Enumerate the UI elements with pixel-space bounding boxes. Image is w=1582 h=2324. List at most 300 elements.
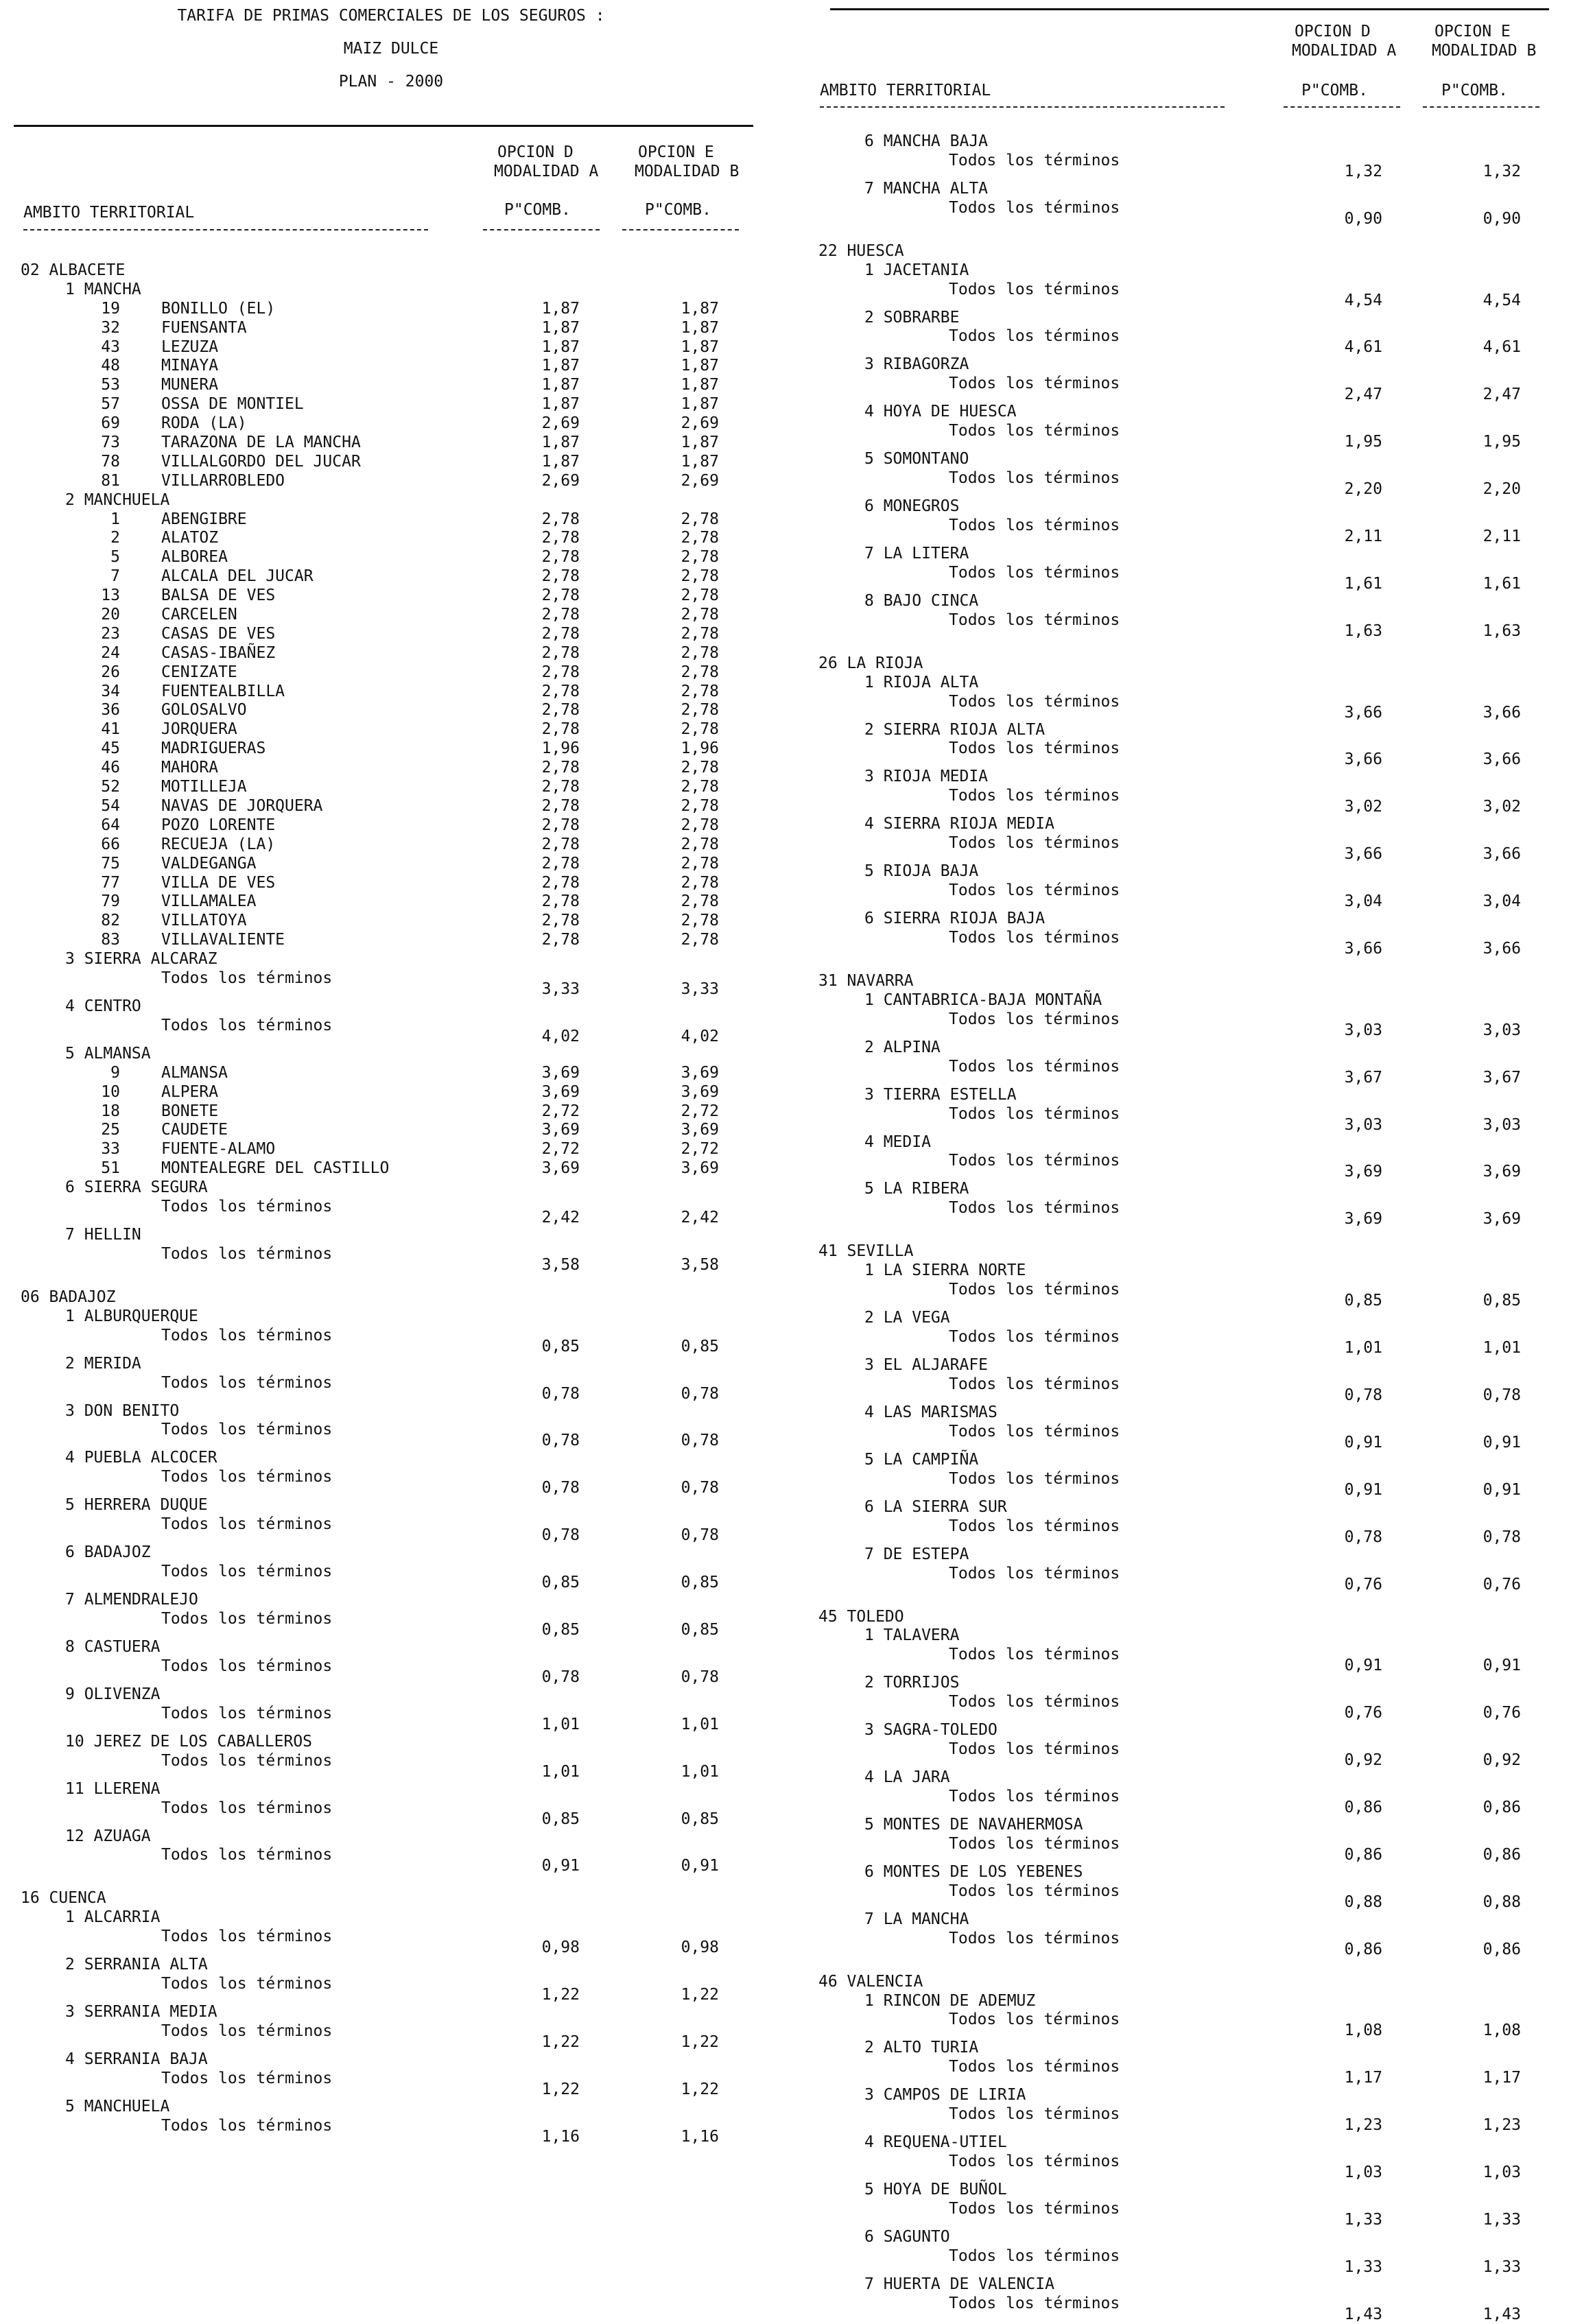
comarca-row [14,997,768,1016]
todos-label: Todos los términos [949,1693,1120,1711]
premium-opcion-d: 1,61 [1344,574,1382,593]
municipality-name: CASAS-IBAÑEZ [161,643,276,662]
premium-opcion-e: 2,78 [681,663,719,681]
municipality-row [14,299,768,318]
section-gap [806,956,1561,971]
todos-label: Todos los términos [161,1373,333,1392]
municipality-name: MONTEALEGRE DEL CASTILLO [161,1159,390,1178]
premium-opcion-d: 2,78 [541,510,580,528]
header-rule-right [830,8,1549,10]
comarca-row [806,909,1561,928]
todos-row [806,151,1561,179]
todos-row [806,2152,1561,2180]
premium-opcion-e: 2,78 [681,586,719,605]
todos-label: Todos los términos [949,1517,1120,1535]
comarca-row [806,591,1561,610]
premium-opcion-e: 2,78 [681,796,719,815]
premium-opcion-d: 0,86 [1344,1798,1382,1816]
premium-opcion-e: 0,78 [681,1526,719,1545]
document-title [14,5,768,92]
todos-label: Todos los términos [949,422,1120,440]
premium-opcion-e: 1,87 [681,299,719,318]
todos-label: Todos los términos [161,1197,333,1216]
municipality-code: 1 [110,510,120,528]
todos-label: Todos los términos [161,1799,333,1817]
todos-row [806,1517,1561,1545]
premium-opcion-d: 3,69 [541,1082,580,1101]
premium-opcion-d: 2,78 [541,759,580,777]
premium-opcion-d: 1,01 [1344,1339,1382,1357]
premium-opcion-e: 1,23 [1483,2116,1521,2135]
todos-row [14,1562,768,1590]
premium-opcion-d: 1,16 [541,2127,580,2146]
todos-row [806,1010,1561,1038]
todos-label: Todos los términos [949,1882,1120,1900]
comarca-label: 1 MANCHA [65,280,141,298]
municipality-code: 34 [101,682,120,700]
dash-d [483,229,600,230]
premium-opcion-e: 1,16 [681,2127,719,2146]
comarca-label: 2 ALPINA [864,1038,941,1056]
comarca-label: 5 MONTES DE NAVAHERMOSA [864,1815,1083,1834]
todos-label: Todos los términos [949,2294,1120,2312]
premium-opcion-e: 2,78 [681,931,719,949]
col-modalidad-b-right: MODALIDAD B [1432,42,1537,60]
comarca-label: 6 MONTES DE LOS YEBENES [864,1862,1083,1881]
municipality-name: ABENGIBRE [161,510,247,528]
municipality-code: 73 [101,434,120,452]
municipality-name: BALSA DE VES [161,586,276,605]
todos-row [806,374,1561,402]
comarca-row [806,1720,1561,1740]
premium-opcion-e: 0,91 [1483,1480,1521,1499]
comarca-label: 4 HOYA DE HUESCA [864,403,1017,421]
premium-opcion-e: 2,78 [681,778,719,796]
municipality-row [14,682,768,701]
comarca-label: 9 OLIVENZA [65,1685,161,1703]
municipality-row [14,414,768,433]
municipality-code: 79 [101,892,120,911]
municipality-name: MADRIGUERAS [161,739,266,758]
dash-e-right [1423,106,1539,108]
municipality-row [14,911,768,930]
premium-opcion-d: 2,11 [1344,527,1382,546]
municipality-row [14,356,768,375]
premium-opcion-d: 3,66 [1344,750,1382,769]
municipality-row [14,528,768,547]
premium-opcion-e: 0,78 [681,1479,719,1497]
municipality-name: GOLOSALVO [161,701,247,720]
premium-opcion-e: 0,85 [681,1574,719,1592]
comarca-row [14,2097,768,2116]
premium-opcion-d: 1,87 [541,376,580,394]
municipality-name: ALBOREA [161,548,228,567]
todos-label: Todos los términos [949,1787,1120,1805]
comarca-row [806,402,1561,421]
todos-row [806,2294,1561,2322]
comarca-row [806,308,1561,327]
premium-opcion-e: 1,22 [681,2033,719,2051]
comarca-label: 3 RIBAGORZA [864,355,969,374]
premium-opcion-d: 3,58 [541,1255,580,1274]
premium-opcion-d: 2,47 [1344,386,1382,404]
todos-label: Todos los términos [161,2116,333,2135]
premium-opcion-d: 1,23 [1344,2116,1382,2135]
comarca-row [806,991,1561,1010]
municipality-name: ALPERA [161,1082,219,1101]
premium-opcion-e: 2,69 [681,471,719,490]
comarca-row [14,1178,768,1197]
todos-label: Todos los términos [161,1928,333,1946]
todos-label: Todos los términos [949,2153,1120,2171]
premium-opcion-d: 1,08 [1344,2021,1382,2040]
premium-opcion-d: 3,69 [1344,1210,1382,1229]
comarca-row [14,1732,768,1751]
comarca-row [806,1673,1561,1692]
municipality-code: 10 [101,1082,120,1101]
premium-opcion-d: 1,87 [541,357,580,375]
municipality-row [14,835,768,854]
premium-opcion-e: 0,85 [1483,1292,1521,1310]
premium-opcion-d: 2,78 [541,643,580,662]
comarca-label: 1 ALBURQUERQUE [65,1307,198,1325]
premium-opcion-e: 2,20 [1483,480,1521,499]
municipality-code: 75 [101,854,120,873]
premium-opcion-d: 2,78 [541,854,580,873]
comarca-row [806,2133,1561,2152]
municipality-code: 2 [110,529,120,547]
premium-opcion-d: 2,78 [541,796,580,815]
premium-opcion-d: 2,78 [541,567,580,586]
premium-opcion-d: 1,33 [1344,2210,1382,2229]
premium-opcion-e: 1,01 [681,1762,719,1781]
title-line-2: MAIZ DULCE [343,40,439,58]
premium-opcion-d: 1,96 [541,739,580,758]
todos-row [806,1645,1561,1673]
province-label: 31 NAVARRA [818,972,914,991]
col-pcomb-e: P"COMB. [645,201,711,219]
todos-row [806,1327,1561,1355]
premium-opcion-e: 0,78 [681,1384,719,1403]
premium-opcion-d: 0,88 [1344,1893,1382,1911]
premium-opcion-d: 3,69 [541,1121,580,1139]
municipality-name: VILLARROBLEDO [161,471,285,490]
comarca-label: 4 SERRANIA BAJA [65,2050,208,2068]
municipality-name: BONILLO (EL) [161,299,276,318]
todos-label: Todos los términos [161,1975,333,1993]
premium-opcion-e: 1,22 [681,2080,719,2098]
comarca-row [14,1637,768,1657]
premium-opcion-d: 3,03 [1344,1115,1382,1134]
todos-label: Todos los términos [949,2058,1120,2076]
municipality-row [14,643,768,663]
todos-row [14,1609,768,1637]
comarca-row [14,1827,768,1846]
premium-opcion-e: 0,91 [1483,1433,1521,1451]
dash-e [622,229,739,230]
municipality-row [14,452,768,471]
premium-opcion-e: 1,43 [1483,2305,1521,2323]
todos-row [14,1974,768,2002]
comarca-label: 5 LA RIBERA [864,1180,969,1198]
title-line-1: TARIFA DE PRIMAS COMERCIALES DE LOS SEGUROS : [177,7,605,25]
premium-opcion-d: 3,02 [1344,798,1382,816]
todos-label: Todos los términos [949,469,1120,488]
comarca-row [806,544,1561,563]
section-gap [806,1957,1561,1972]
todos-row [14,1845,768,1873]
comarca-row [14,949,768,969]
premium-opcion-e: 0,78 [1483,1386,1521,1404]
municipality-name: CENIZATE [161,663,237,681]
premium-opcion-d: 0,78 [541,1526,580,1545]
premium-opcion-e: 3,58 [681,1255,719,1274]
todos-label: Todos los términos [949,787,1120,805]
comarca-row [14,1685,768,1704]
municipality-name: MINAYA [161,357,219,375]
municipality-name: ALMANSA [161,1063,228,1082]
premium-opcion-e: 1,63 [1483,621,1521,640]
todos-label: Todos los términos [949,881,1120,900]
comarca-label: 5 HERRERA DUQUE [65,1496,208,1515]
header-rule [14,125,753,127]
comarca-label: 5 LA CAMPIÑA [864,1450,979,1469]
todos-row [14,1657,768,1685]
comarca-row [806,132,1561,151]
municipality-code: 53 [101,376,120,394]
comarca-row [14,1495,768,1515]
todos-row [806,516,1561,544]
municipality-row [14,605,768,624]
premium-opcion-e: 3,67 [1483,1068,1521,1087]
premium-opcion-d: 4,54 [1344,291,1382,309]
premium-opcion-d: 3,69 [541,1159,580,1178]
comarca-row [806,2275,1561,2294]
municipality-row [14,816,768,835]
comarca-row [806,767,1561,786]
municipality-code: 33 [101,1140,120,1159]
premium-opcion-d: 0,90 [1344,209,1382,228]
municipality-code: 46 [101,759,120,777]
todos-row [806,2010,1561,2038]
premium-opcion-d: 0,85 [541,1574,580,1592]
comarca-label: 6 SIERRA RIOJA BAJA [864,910,1046,928]
municipality-row [14,547,768,567]
todos-label: Todos los términos [949,1740,1120,1759]
premium-opcion-e: 3,04 [1483,892,1521,911]
comarca-label: 1 TALAVERA [864,1626,960,1645]
municipality-code: 19 [101,299,120,318]
premium-opcion-e: 0,76 [1483,1575,1521,1593]
comarca-label: 1 RINCON DE ADEMUZ [864,1991,1036,2010]
province-label: 45 TOLEDO [818,1607,904,1626]
comarca-row [806,1991,1561,2011]
todos-label: Todos los términos [949,2105,1120,2124]
municipality-row [14,375,768,394]
todos-row [806,881,1561,909]
premium-opcion-e: 3,03 [1483,1021,1521,1039]
premium-opcion-e: 3,33 [681,980,719,998]
comarca-label: 1 JACETANIA [864,261,969,279]
section-gap [806,1226,1561,1242]
comarca-label: 3 TIERRA ESTELLA [864,1085,1017,1104]
comarca-label: 4 REQUENA-UTIEL [864,2133,1007,2152]
premium-opcion-d: 3,69 [541,1063,580,1082]
premium-opcion-e: 2,78 [681,701,719,720]
todos-row [806,1740,1561,1768]
premium-opcion-d: 1,22 [541,1986,580,2004]
todos-label: Todos los términos [161,1421,333,1439]
comarca-label: 2 LA VEGA [864,1309,950,1327]
comarca-label: 6 MANCHA BAJA [864,132,989,150]
comarca-row [806,862,1561,881]
premium-opcion-e: 0,91 [1483,1657,1521,1675]
comarca-label: 3 DON BENITO [65,1401,180,1420]
municipality-row [14,1159,768,1178]
premium-opcion-d: 2,78 [541,835,580,853]
municipality-row [14,624,768,643]
comarca-label: 7 LA MANCHA [864,1910,969,1928]
comarca-row [806,2180,1561,2199]
premium-opcion-e: 3,69 [1483,1210,1521,1229]
premium-opcion-d: 2,78 [541,548,580,567]
premium-opcion-e: 1,03 [1483,2163,1521,2182]
municipality-name: TARAZONA DE LA MANCHA [161,434,361,452]
premium-opcion-d: 0,85 [541,1337,580,1355]
comarca-label: 7 HELLIN [65,1225,141,1244]
municipality-name: MAHORA [161,759,219,777]
todos-row [806,1834,1561,1862]
province-label: 41 SEVILLA [818,1242,914,1261]
todos-label: Todos los términos [949,739,1120,758]
comarca-row [806,261,1561,280]
municipality-name: CARCELEN [161,606,237,624]
municipality-code: 45 [101,739,120,758]
premium-opcion-d: 1,87 [541,318,580,337]
todos-row [806,1375,1561,1403]
todos-row [14,1244,768,1272]
municipality-name: JORQUERA [161,720,237,739]
todos-label: Todos los términos [949,1328,1120,1347]
premium-opcion-e: 3,03 [1483,1115,1521,1134]
municipality-name: OSSA DE MONTIEL [161,395,304,414]
premium-opcion-d: 2,78 [541,606,580,624]
comarca-label: 6 SAGUNTO [864,2227,950,2246]
comarca-row [14,2002,768,2021]
premium-opcion-e: 4,54 [1483,291,1521,309]
premium-opcion-e: 1,96 [681,739,719,758]
comarca-label: 7 LA LITERA [864,545,969,563]
premium-opcion-e: 0,85 [681,1620,719,1639]
todos-label: Todos los términos [161,969,333,987]
premium-opcion-e: 1,87 [681,452,719,471]
comarca-label: 5 ALMANSA [65,1044,151,1063]
premium-opcion-d: 1,22 [541,2033,580,2051]
municipality-code: 5 [110,548,120,567]
todos-row [14,2021,768,2050]
comarca-label: 5 HOYA DE BUÑOL [864,2181,1007,2199]
todos-label: Todos los términos [161,2022,333,2040]
col-pcomb-d: P"COMB. [504,201,571,219]
todos-row [806,786,1561,814]
col-opcion-e-right: OPCION E [1435,23,1511,40]
premium-opcion-d: 1,03 [1344,2163,1382,2182]
premium-opcion-e: 2,78 [681,873,719,892]
comarca-row [14,1543,768,1562]
todos-row [806,2104,1561,2133]
todos-row [806,2057,1561,2085]
todos-label: Todos los términos [949,1422,1120,1440]
premium-opcion-d: 2,72 [541,1140,580,1159]
premium-opcion-e: 1,01 [681,1715,719,1733]
municipality-row [14,1120,768,1139]
premium-opcion-e: 2,78 [681,835,719,853]
todos-label: Todos los términos [161,1016,333,1034]
premium-opcion-d: 2,78 [541,873,580,892]
comarca-label: 7 HUERTA DE VALENCIA [864,2275,1054,2293]
premium-opcion-d: 2,78 [541,701,580,720]
todos-row [806,1198,1561,1229]
todos-row [806,469,1561,497]
municipality-name: FUENTEALBILLA [161,682,285,700]
premium-opcion-d: 0,76 [1344,1575,1382,1593]
todos-row [806,1280,1561,1308]
municipality-row [14,739,768,758]
todos-row [806,421,1561,449]
premium-opcion-d: 2,72 [541,1102,580,1120]
premium-opcion-e: 2,78 [681,854,719,873]
premium-opcion-d: 0,78 [541,1432,580,1450]
comarca-label: 11 LLERENA [65,1779,161,1798]
section-gap [806,226,1561,241]
premium-opcion-e: 1,87 [681,395,719,414]
todos-row [14,1373,768,1401]
premium-opcion-e: 2,42 [681,1208,719,1226]
premium-opcion-d: 2,42 [541,1208,580,1226]
premium-opcion-d: 0,78 [1344,1528,1382,1546]
municipality-row [14,1082,768,1102]
municipality-code: 36 [101,701,120,720]
premium-opcion-e: 4,61 [1483,338,1521,357]
premium-opcion-e: 3,66 [1483,703,1521,722]
premium-opcion-e: 2,78 [681,892,719,911]
todos-row [14,1197,768,1225]
municipality-name: RECUEJA (LA) [161,835,276,853]
premium-opcion-e: 0,85 [681,1337,719,1355]
premium-opcion-d: 4,02 [541,1027,580,1045]
section-gap [14,1873,768,1888]
todos-label: Todos los términos [949,375,1120,393]
premium-opcion-d: 2,78 [541,529,580,547]
premium-opcion-d: 0,78 [541,1384,580,1403]
todos-label: Todos los términos [949,2199,1120,2218]
comarca-label: 12 AZUAGA [65,1827,151,1845]
todos-row [806,1692,1561,1720]
premium-opcion-d: 0,78 [541,1668,580,1686]
todos-label: Todos los términos [161,1751,333,1770]
todos-row [806,928,1561,956]
municipality-row [14,337,768,357]
comarca-row [806,1910,1561,1929]
todos-row [14,1704,768,1732]
todos-row [806,1422,1561,1450]
todos-label: Todos los términos [161,1846,333,1864]
premium-opcion-d: 3,04 [1344,892,1382,911]
todos-label: Todos los términos [949,1010,1120,1028]
todos-label: Todos los términos [949,610,1120,629]
province-row [14,261,768,280]
premium-opcion-d: 3,69 [1344,1163,1382,1181]
